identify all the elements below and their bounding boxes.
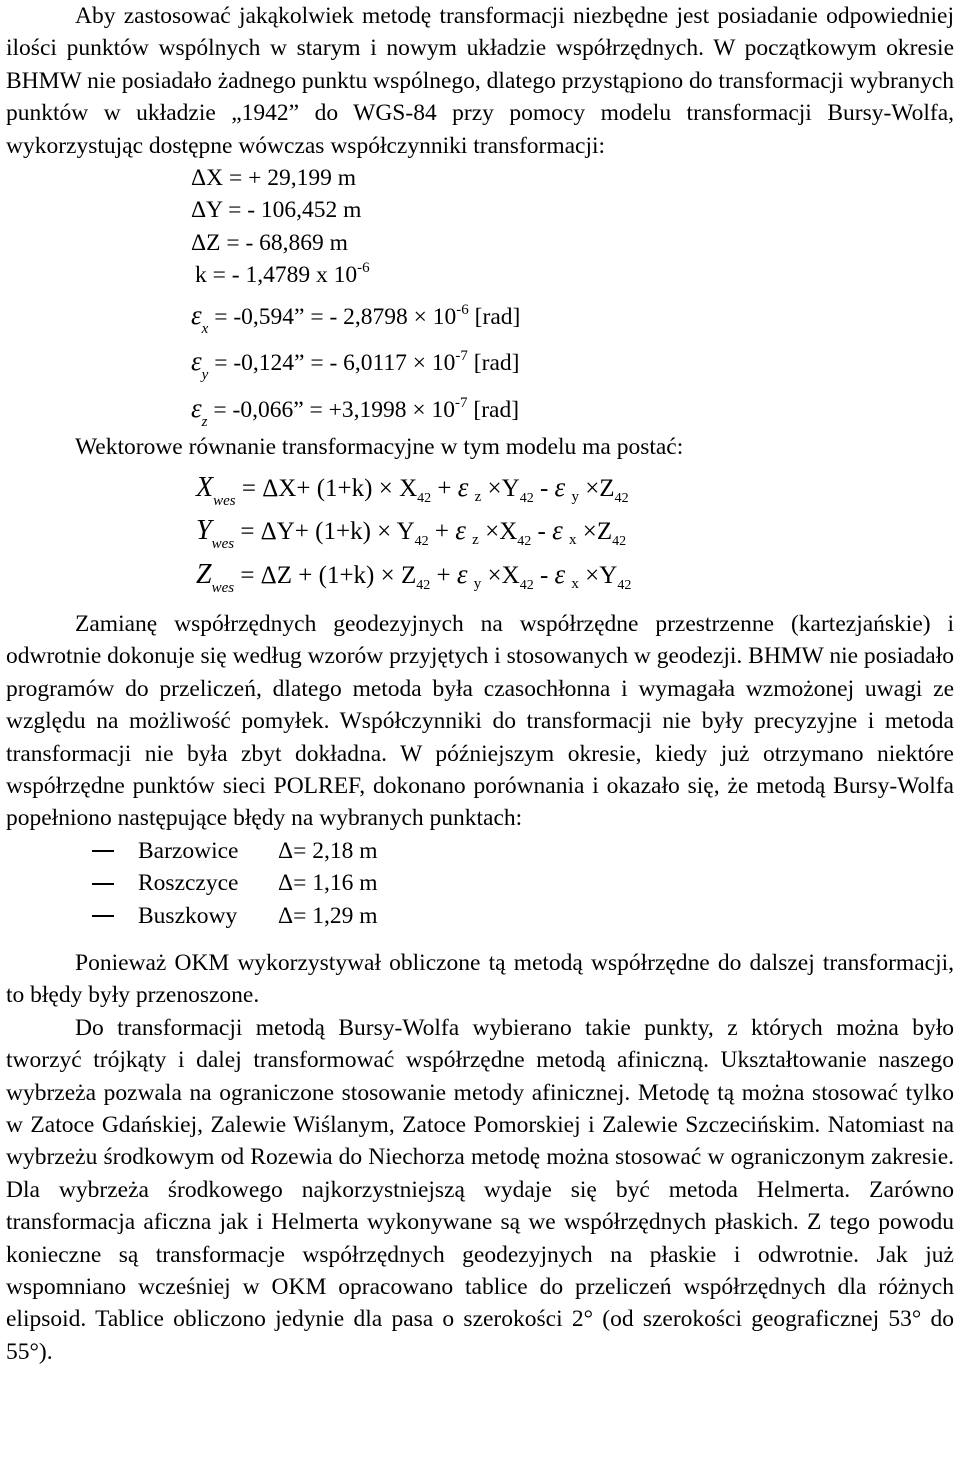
intro-paragraph: Aby zastosować jakąkolwiek metodę transformacji niezbędne jest posiadanie odpowiedniej ilości punktów wspólnych w starym i nowym układzie współrzędnych. W początkowym okresie BHMW nie posiadało żadnego punktu wspólnego, dlatego przystąpiono do transformacji wybranych punktów w układzie „1942” do WGS-84 przy pomocy modelu transformacji Bursy-Wolfa, wykorzystując dostępne wówczas współczynniki transformacji: (6, 3, 954, 159)
equation-z-minus: - (533, 561, 555, 589)
document-page (6, 0, 954, 1368)
times-sign: × (412, 350, 427, 377)
transformation-parameters (191, 162, 954, 431)
equation-y-lhs: Y (196, 515, 212, 546)
param-epsilon-y (191, 338, 954, 385)
equation-y-plus: + (428, 518, 456, 545)
times-sign: × (582, 518, 597, 545)
equation-z-sub2: 42 (519, 577, 534, 593)
error-list (92, 835, 954, 932)
dash-bullet (92, 915, 114, 917)
equation-x-term2: Y (501, 474, 520, 502)
equation-x-eps1: ε (457, 471, 469, 502)
epsilon-y-symbol: ε (191, 346, 202, 377)
transformation-equations (6, 466, 954, 597)
equation-y-sub1: 42 (414, 534, 429, 549)
equation-y-sub2: 42 (517, 534, 532, 549)
param-k-exponent: -6 (357, 260, 370, 277)
equation-z-plus: + (430, 561, 457, 589)
equation-x-term1: X (399, 474, 418, 502)
epsilon-y-exponent: -7 (455, 348, 468, 365)
equation-y-sub3: 42 (612, 534, 627, 549)
equation-x-lhs: X (196, 471, 214, 503)
times-sign: × (412, 396, 426, 423)
param-k-value: k = - 1,4789 x 10 (195, 262, 358, 289)
equation-x-sub2: 42 (519, 490, 534, 506)
error-value: Δ= 1,29 m (278, 902, 378, 929)
equation-y-term3: Z (596, 518, 613, 545)
param-epsilon-x (191, 292, 954, 339)
equation-z-term1: Z (400, 561, 417, 589)
epsilon-x-unit: [rad] (468, 303, 521, 330)
times-sign: × (413, 303, 427, 330)
equation-x-sub1: 42 (417, 490, 432, 506)
epsilon-x-exponent: -6 (456, 301, 469, 318)
equation-y-minus: - (531, 518, 553, 545)
equation-x-plus: + (431, 474, 458, 502)
spacer (6, 932, 954, 947)
spacer (6, 596, 954, 608)
equation-x-eps2-sub: y (571, 488, 579, 505)
equation-x-term3: Z (599, 474, 615, 502)
epsilon-y-unit: [rad] (467, 350, 520, 377)
list-item (92, 900, 954, 932)
param-dz: ΔZ = - 68,869 m (191, 229, 348, 256)
times-sign: × (485, 518, 500, 545)
param-k (195, 259, 954, 291)
equation-z-eps1-sub: y (473, 575, 482, 592)
error-place: Barzowice (138, 837, 239, 864)
equation-y-eps2: ε (552, 515, 563, 545)
epsilon-z-exponent: -7 (455, 394, 468, 411)
equation-y-term1: Y (396, 518, 415, 545)
epsilon-y-mantissa: 10 (431, 350, 456, 377)
equation-z-sub3: 42 (617, 577, 632, 593)
equation-z-eps2-sub: x (571, 575, 579, 592)
equation-z-term3: Y (599, 561, 618, 589)
epsilon-y-subscript: y (201, 367, 209, 384)
times-sign: × (487, 561, 502, 589)
equation-y-term2: X (499, 518, 518, 545)
param-dx: ΔX = + 29,199 m (191, 165, 356, 192)
epsilon-x-subscript: x (201, 320, 209, 337)
epsilon-z-mantissa: 10 (431, 396, 456, 423)
equation-x-sub3: 42 (614, 490, 629, 506)
equation-x-part1: = ΔX+ (1+k) (235, 474, 379, 502)
epsilon-z-symbol: ε (191, 392, 202, 423)
times-sign: × (585, 561, 600, 589)
epsilon-z-subscript: z (201, 413, 208, 430)
times-sign: × (487, 474, 502, 502)
equation-y-wes: wes (211, 536, 235, 552)
equation-x (196, 466, 954, 510)
error-value: Δ= 1,16 m (278, 870, 378, 897)
epsilon-x-value: = -0,594” = - 2,8798 (208, 303, 408, 330)
dash-bullet (92, 850, 114, 852)
vector-equation-intro: Wektorowe równanie transformacyjne w tym modelu ma postać: (75, 434, 684, 461)
param-dy: ΔY = - 106,452 m (191, 197, 362, 224)
epsilon-z-value: = -0,066” = +3,1998 (207, 396, 407, 423)
list-item (92, 867, 954, 899)
equation-z-eps1: ε (456, 558, 468, 589)
param-epsilon-z (191, 385, 954, 432)
equation-z-term2: X (501, 561, 520, 589)
epsilon-x-mantissa: 10 (432, 303, 457, 330)
error-value: Δ= 2,18 m (278, 837, 378, 864)
equation-z-sub1: 42 (416, 577, 431, 593)
times-sign: × (380, 561, 395, 589)
equation-x-wes: wes (213, 492, 236, 509)
paragraph-okm: Ponieważ OKM wykorzystywał obliczone tą metodą współrzędne do dalszej transformacji, to błędy były przenoszone. (6, 950, 954, 1009)
epsilon-x-symbol: ε (191, 299, 202, 330)
times-sign: × (585, 474, 600, 502)
equation-y-eps1: ε (455, 515, 466, 545)
times-sign: × (378, 474, 393, 502)
epsilon-y-value: = -0,124” = - 6,0117 (208, 350, 407, 377)
equation-z-lhs: Z (196, 558, 212, 590)
equation-y-part1: = ΔY+ (1+k) (234, 518, 378, 545)
times-sign: × (377, 518, 392, 545)
equation-z-part1: = ΔZ + (1+k) (234, 561, 381, 589)
equation-z-wes: wes (211, 579, 235, 596)
error-place: Roszczyce (138, 870, 239, 897)
equation-y (196, 509, 954, 553)
paragraph-affine: Do transformacji metodą Bursy-Wolfa wybierano takie punkty, z których można było tworzyć trójkąty i dalej transformować współrzędne metodą afiniczną. Ukształtowanie naszego wybrzeża pozwala na ograniczone stosowanie metody afinicznej. Metodę tą można stosować tylko w Zatoce Gdańskiej, Zalewie Wiślanym, Zatoce Pomorskiej i Zalewie Szczecińskim. Natomiast na wybrzeżu środkowym od Rozewia do Niechorza metodę można stosować w ograniczonym zakresie. Dla wybrzeża środkowego najkorzystniejszą wydaje się być metoda Helmerta. Zarówno transformacja aficzna jak i Helmerta wykonywane są we współrzędnych płaskich. Z tego powodu konieczne są transformacje współrzędnych geodezyjnych na płaskie i odwrotnie. Jak już wspomniano wcześniej w OKM opracowano tablice do przeliczeń współrzędnych dla różnych elipsoid. Tablice obliczono jedynie dla pasa o szerokości 2° (od szerokości geograficznej 53° do 55°). (6, 1014, 954, 1365)
equation-z-eps2: ε (554, 558, 566, 589)
equation-y-eps2-sub: x (568, 532, 577, 548)
equation-x-eps1-sub: z (474, 488, 482, 505)
paragraph-conversion: Zamianę współrzędnych geodezyjnych na współrzędne przestrzenne (kartezjańskie) i odwrotnie dokonuje się według wzorów przyjętych i stosowanych w geodezji. BHMW nie posiadało programów do przeliczeń, dlatego metoda była czasochłonna i wymagała wzmożonej uwagi ze względu na możliwość pomyłek. Współczynniki do transformacji nie były precyzyjne i metoda transformacji nie była zbyt dokładna. W późniejszym okresie, kiedy już otrzymano niektóre współrzędne punktów sieci POLREF, dokonano porównania i okazało się, że metodą Bursy-Wolfa popełniono następujące błędy na wybranych punktach: (6, 611, 954, 832)
equation-x-eps2: ε (554, 471, 566, 502)
dash-bullet (92, 883, 114, 885)
list-item (92, 835, 954, 867)
epsilon-z-unit: [rad] (467, 396, 520, 423)
error-place: Buszkowy (138, 902, 238, 929)
equation-x-minus: - (533, 474, 555, 502)
equation-z (196, 553, 954, 597)
equation-y-eps1-sub: z (472, 532, 479, 548)
